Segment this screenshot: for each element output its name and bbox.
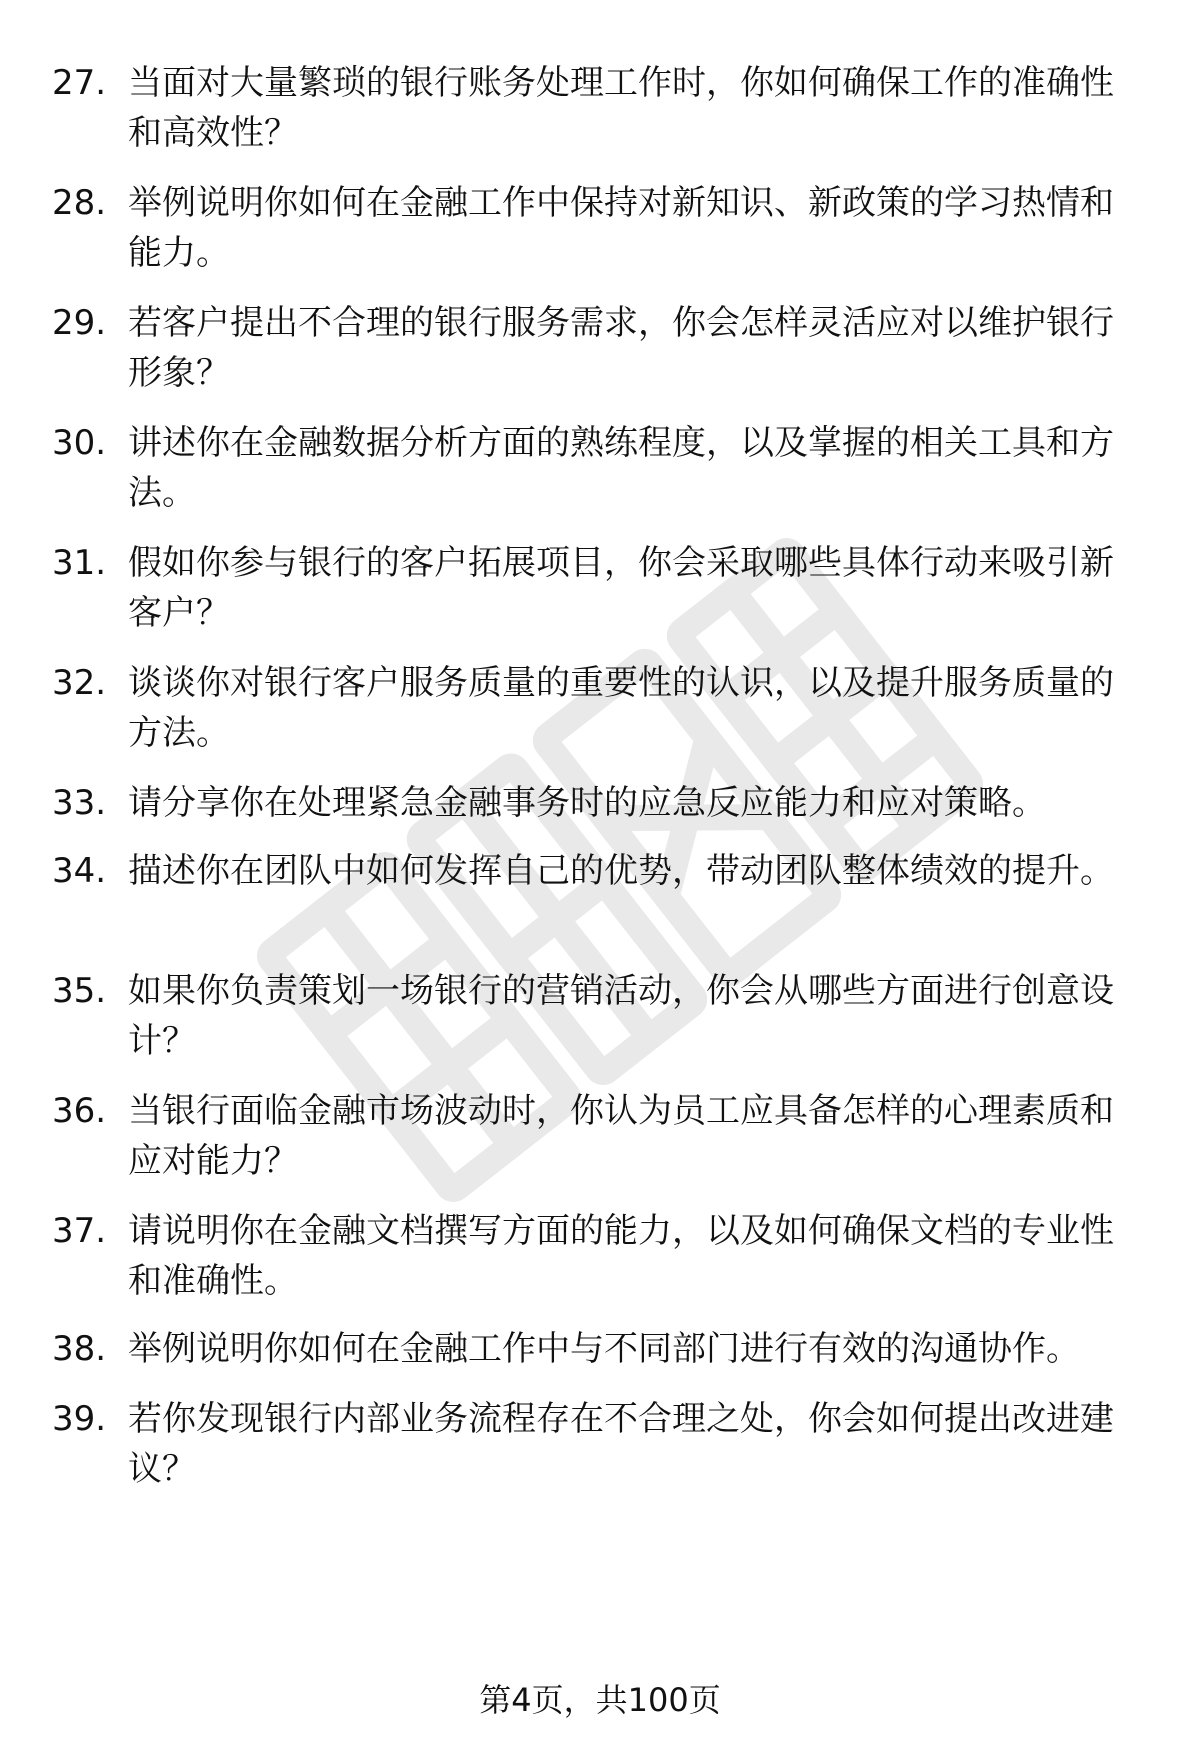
question-text: 假如你参与银行的客户拓展项目，你会采取哪些具体行动来吸引新客户？ bbox=[128, 543, 1114, 633]
question-number: 34. bbox=[52, 851, 107, 891]
question-number: 36. bbox=[52, 1091, 107, 1131]
question-text: 讲述你在金融数据分析方面的熟练程度，以及掌握的相关工具和方法。 bbox=[128, 423, 1114, 513]
question-number: 31. bbox=[52, 543, 107, 583]
page-footer: 第4页，共100页 bbox=[479, 1681, 721, 1719]
question-text: 若你发现银行内部业务流程存在不合理之处，你会如何提出改进建议？ bbox=[128, 1399, 1114, 1489]
question-text: 请分享你在处理紧急金融事务时的应急反应能力和应对策略。 bbox=[128, 783, 1046, 823]
question-number: 35. bbox=[52, 971, 107, 1011]
question-number: 32. bbox=[52, 663, 107, 703]
question-number: 28. bbox=[52, 183, 107, 223]
question-text: 描述你在团队中如何发挥自己的优势，带动团队整体绩效的提升。 bbox=[128, 851, 1114, 891]
question-text: 若客户提出不合理的银行服务需求，你会怎样灵活应对以维护银行形象？ bbox=[128, 303, 1114, 393]
question-text: 当银行面临金融市场波动时，你认为员工应具备怎样的心理素质和应对能力？ bbox=[128, 1091, 1114, 1181]
question-number: 33. bbox=[52, 783, 107, 823]
question-text: 如果你负责策划一场银行的营销活动，你会从哪些方面进行创意设计？ bbox=[128, 971, 1114, 1061]
question-number: 38. bbox=[52, 1329, 107, 1369]
question-number: 37. bbox=[52, 1211, 107, 1251]
question-text: 举例说明你如何在金融工作中保持对新知识、新政策的学习热情和能力。 bbox=[128, 183, 1114, 273]
question-number: 27. bbox=[52, 63, 107, 103]
question-number: 39. bbox=[52, 1399, 107, 1439]
question-number: 29. bbox=[52, 303, 107, 343]
question-text: 举例说明你如何在金融工作中与不同部门进行有效的沟通协作。 bbox=[128, 1329, 1080, 1369]
question-text: 当面对大量繁琐的银行账务处理工作时，你如何确保工作的准确性和高效性？ bbox=[128, 63, 1114, 153]
question-text: 谈谈你对银行客户服务质量的重要性的认识，以及提升服务质量的方法。 bbox=[128, 663, 1114, 753]
question-text: 请说明你在金融文档撰写方面的能力，以及如何确保文档的专业性和准确性。 bbox=[128, 1211, 1114, 1301]
question-number: 30. bbox=[52, 423, 107, 463]
